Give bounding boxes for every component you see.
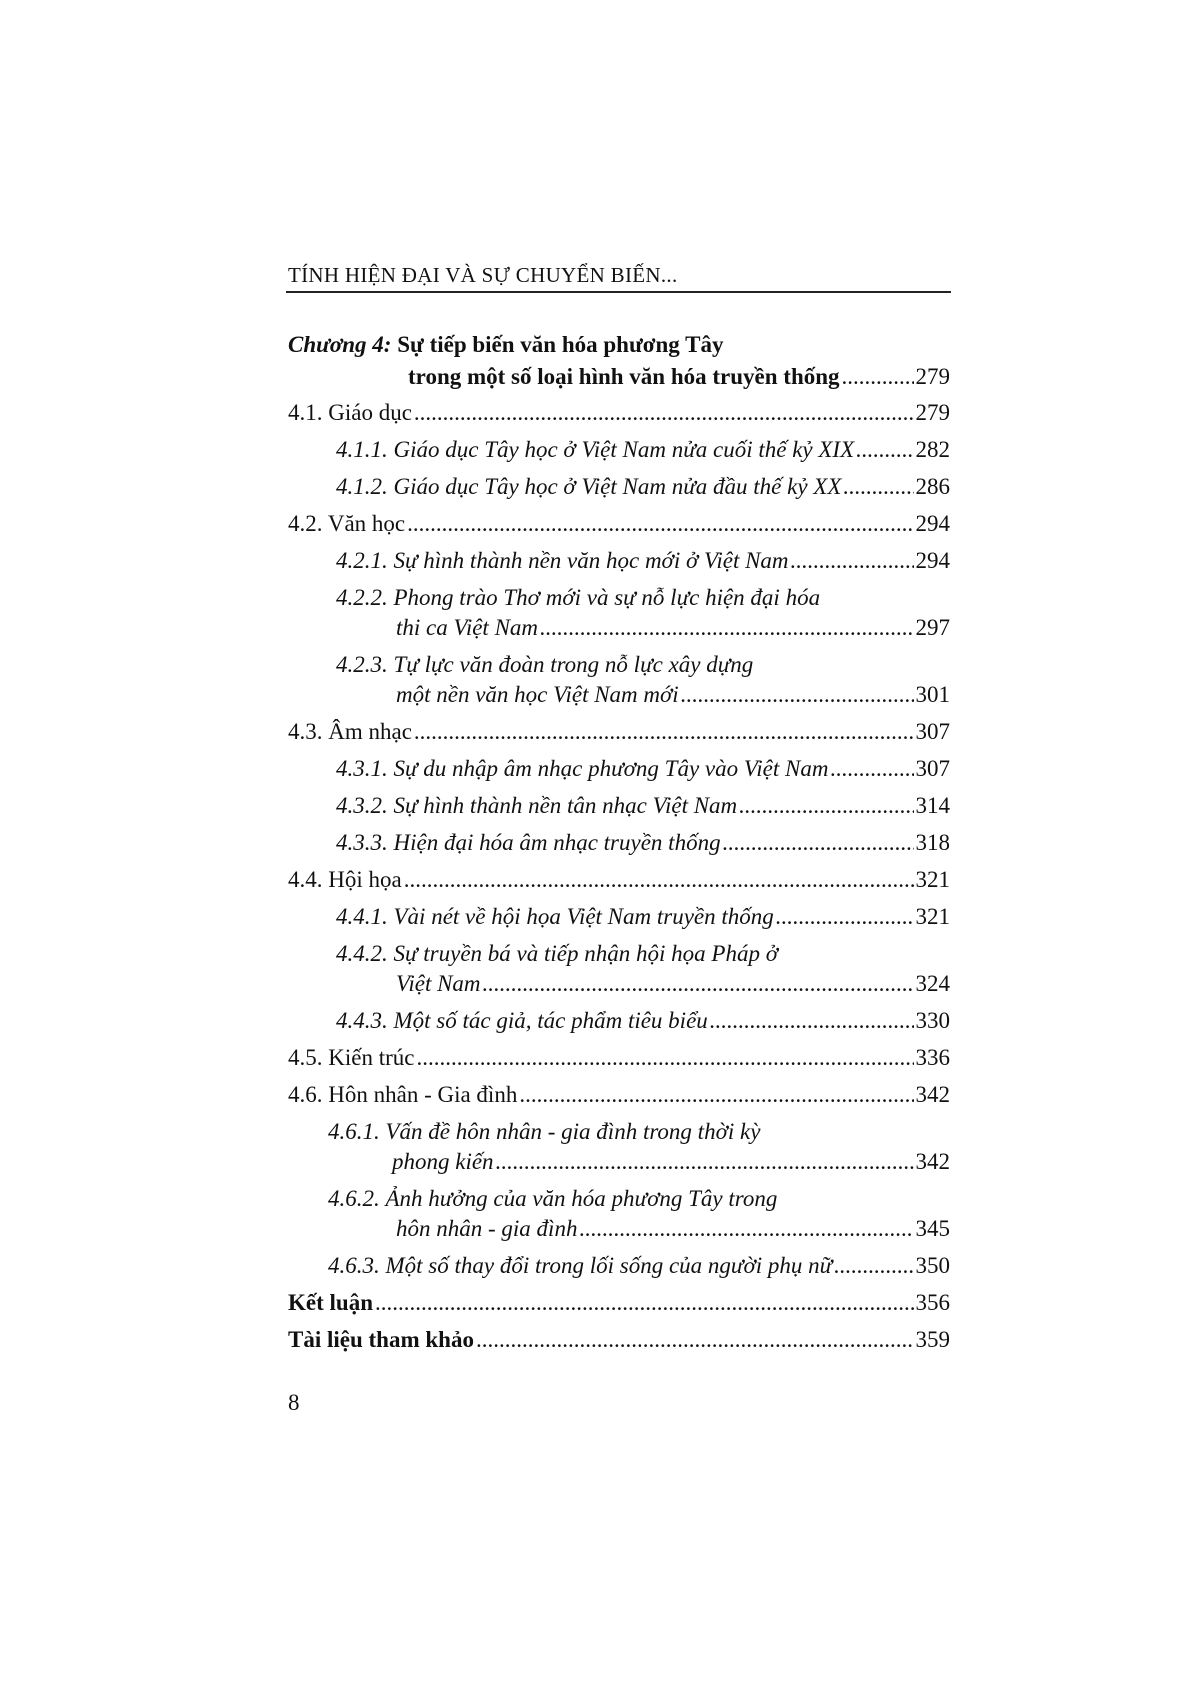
toc-subentry-line2 <box>396 969 950 999</box>
toc-subentry <box>336 791 950 821</box>
page-ref: 324 <box>915 971 950 996</box>
header-rule <box>286 291 951 293</box>
leader-dots <box>791 546 914 576</box>
page-ref: 301 <box>915 682 950 707</box>
page-ref: 282 <box>915 437 950 462</box>
entry-title-line2: một nền văn học Việt Nam mới <box>396 682 679 707</box>
page-ref: 321 <box>915 867 950 892</box>
leader-dots <box>579 1214 913 1244</box>
entry-title: 4.1.2. Giáo dục Tây học ở Việt Nam nửa đầu thế kỷ XX <box>336 474 842 499</box>
leader-dots <box>416 1043 913 1073</box>
page-ref: 307 <box>915 756 950 781</box>
leader-dots <box>476 1325 914 1355</box>
page-ref: 321 <box>915 904 950 929</box>
leader-dots <box>375 1288 914 1318</box>
leader-dots <box>681 680 914 710</box>
page-ref: 330 <box>915 1008 950 1033</box>
toc-subentry <box>336 939 950 969</box>
toc-chapter-heading <box>288 330 950 360</box>
entry-title: 4.4.1. Vài nét về hội họa Việt Nam truyền thống <box>336 904 774 929</box>
entry-title-line2: hôn nhân - gia đình <box>396 1216 578 1241</box>
entry-title: 4.6.3. Một số thay đổi trong lối sống của người phụ nữ <box>328 1253 833 1278</box>
page-number: 8 <box>288 1390 300 1415</box>
toc-subentry <box>328 1117 950 1147</box>
page-ref: 297 <box>915 615 950 640</box>
entry-title: 4.1. Giáo dục <box>288 400 412 425</box>
chapter-title-line2: trong một số loại hình văn hóa truyền thống <box>408 364 840 389</box>
entry-title-line2: thi ca Việt Nam <box>396 615 539 640</box>
entry-title: 4.3. Âm nhạc <box>288 719 412 744</box>
page-ref: 342 <box>915 1149 950 1174</box>
toc-subentry-line2 <box>392 1147 950 1177</box>
toc-entry <box>288 717 950 747</box>
page-ref: 356 <box>915 1290 950 1315</box>
toc-entry <box>288 865 950 895</box>
leader-dots <box>407 509 913 539</box>
toc-subentry <box>336 902 950 932</box>
leader-dots <box>723 828 914 858</box>
toc-entry <box>288 1043 950 1073</box>
leader-dots <box>843 472 913 502</box>
entry-title-line2: phong kiến <box>392 1149 494 1174</box>
entry-title: 4.4. Hội họa <box>288 867 402 892</box>
toc-subentry-line2 <box>396 613 950 643</box>
page-ref: 307 <box>915 719 950 744</box>
toc-subentry <box>328 1251 950 1281</box>
toc-entry <box>288 509 950 539</box>
page-ref: 294 <box>915 548 950 573</box>
toc-subentry <box>336 650 950 680</box>
leader-dots <box>414 398 914 428</box>
toc-subentry <box>336 583 950 613</box>
leader-dots <box>856 435 913 465</box>
page-ref: 286 <box>915 474 950 499</box>
page-ref: 318 <box>915 830 950 855</box>
toc-subentry <box>328 1184 950 1214</box>
entry-title: 4.6. Hôn nhân - Gia đình <box>288 1082 518 1107</box>
toc-subentry <box>336 435 950 465</box>
leader-dots <box>830 754 913 784</box>
entry-title: 4.2. Văn học <box>288 511 406 536</box>
toc-entry-conclusion <box>288 1288 950 1318</box>
toc-entry <box>288 398 950 428</box>
entry-title: 4.3.2. Sự hình thành nền tân nhạc Việt Nam <box>336 793 738 818</box>
toc-entry <box>288 1080 950 1110</box>
page-ref: 314 <box>915 793 950 818</box>
entry-title: 4.1.1. Giáo dục Tây học ở Việt Nam nửa cuối thế kỷ XIX <box>336 437 855 462</box>
toc-entry-references <box>288 1325 950 1355</box>
leader-dots <box>519 1080 913 1110</box>
leader-dots <box>842 362 914 392</box>
page-ref: 336 <box>915 1045 950 1070</box>
leader-dots <box>739 791 913 821</box>
entry-title: 4.6.1. Vấn đề hôn nhân - gia đình trong thời kỳ <box>328 1119 761 1144</box>
toc-subentry <box>336 546 950 576</box>
chapter-title-line1: Sự tiếp biến văn hóa phương Tây <box>397 332 724 357</box>
entry-title: 4.3.3. Hiện đại hóa âm nhạc truyền thống <box>336 830 721 855</box>
page-ref: 359 <box>915 1327 950 1352</box>
entry-title: Kết luận <box>288 1290 373 1315</box>
running-header: TÍNH HIỆN ĐẠI VÀ SỰ CHUYỂN BIẾN... <box>288 263 678 287</box>
leader-dots <box>710 1006 914 1036</box>
entry-title: 4.2.2. Phong trào Thơ mới và sự nỗ lực hiện đại hóa <box>336 585 821 610</box>
leader-dots <box>540 613 913 643</box>
toc-subentry <box>336 754 950 784</box>
toc-subentry-line2 <box>396 1214 950 1244</box>
toc-subentry <box>336 472 950 502</box>
leader-dots <box>404 865 914 895</box>
leader-dots <box>834 1251 913 1281</box>
entry-title: Tài liệu tham khảo <box>288 1327 474 1352</box>
toc-subentry <box>336 1006 950 1036</box>
page-ref: 345 <box>915 1216 950 1241</box>
entry-title: 4.2.1. Sự hình thành nền văn học mới ở Việt Nam <box>336 548 789 573</box>
leader-dots <box>776 902 914 932</box>
page-ref: 350 <box>915 1253 950 1278</box>
toc-subentry <box>336 828 950 858</box>
leader-dots <box>496 1147 914 1177</box>
chapter-label: Chương 4: <box>288 332 392 357</box>
page-ref: 279 <box>915 364 950 389</box>
entry-title-line2: Việt Nam <box>396 971 481 996</box>
entry-title: 4.6.2. Ảnh hưởng của văn hóa phương Tây trong <box>328 1186 778 1211</box>
toc-subentry-line2 <box>396 680 950 710</box>
leader-dots <box>414 717 914 747</box>
entry-title: 4.4.3. Một số tác giả, tác phẩm tiêu biểu <box>336 1008 708 1033</box>
toc-chapter-heading-line2 <box>408 362 950 392</box>
page-ref: 294 <box>915 511 950 536</box>
entry-title: 4.5. Kiến trúc <box>288 1045 415 1070</box>
page-ref: 279 <box>915 400 950 425</box>
entry-title: 4.2.3. Tự lực văn đoàn trong nỗ lực xây dựng <box>336 652 754 677</box>
page-ref: 342 <box>915 1082 950 1107</box>
entry-title: 4.4.2. Sự truyền bá và tiếp nhận hội họa Pháp ở <box>336 941 778 966</box>
entry-title: 4.3.1. Sự du nhập âm nhạc phương Tây vào Việt Nam <box>336 756 829 781</box>
leader-dots <box>483 969 914 999</box>
